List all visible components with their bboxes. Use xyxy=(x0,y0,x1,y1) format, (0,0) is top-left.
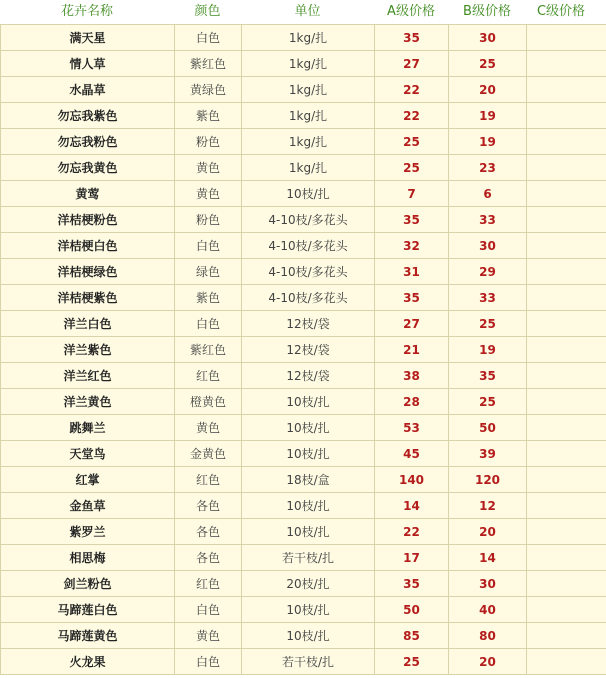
color-cell: 紫红色 xyxy=(175,337,242,363)
table-row xyxy=(1,337,606,363)
flower-name-cell: 金鱼草 xyxy=(1,493,175,519)
b-price-cell: 29 xyxy=(449,259,527,285)
flower-name-cell: 洋桔梗粉色 xyxy=(1,207,175,233)
table-row xyxy=(1,311,606,337)
a-price-cell: 45 xyxy=(375,441,449,467)
color-cell: 各色 xyxy=(175,493,242,519)
table-row xyxy=(1,129,606,155)
c-price-cell xyxy=(527,519,606,545)
unit-cell: 10枝/扎 xyxy=(242,181,375,207)
unit-cell: 10枝/扎 xyxy=(242,623,375,649)
color-cell: 黄色 xyxy=(175,415,242,441)
b-price-cell: 30 xyxy=(449,571,527,597)
c-price-cell xyxy=(527,545,606,571)
c-price-cell xyxy=(527,103,606,129)
table-row xyxy=(1,597,606,623)
b-price-cell: 12 xyxy=(449,493,527,519)
c-price-cell xyxy=(527,467,606,493)
unit-cell: 4-10枝/多花头 xyxy=(242,207,375,233)
color-cell: 白色 xyxy=(175,649,242,675)
color-cell: 黄色 xyxy=(175,181,242,207)
color-cell: 绿色 xyxy=(175,259,242,285)
c-price-cell xyxy=(527,441,606,467)
unit-cell: 12枝/袋 xyxy=(242,363,375,389)
flower-name-cell: 马蹄莲白色 xyxy=(1,597,175,623)
flower-name-cell: 勿忘我黄色 xyxy=(1,155,175,181)
flower-name-cell: 黄莺 xyxy=(1,181,175,207)
flower-name-cell: 相思梅 xyxy=(1,545,175,571)
b-price-cell: 80 xyxy=(449,623,527,649)
header-color: 颜色 xyxy=(194,4,221,19)
b-price-cell: 35 xyxy=(449,363,527,389)
color-cell: 白色 xyxy=(175,311,242,337)
header-c-price: C级价格 xyxy=(536,4,586,19)
header-flower-name: 花卉名称 xyxy=(60,4,113,19)
b-price-cell: 6 xyxy=(449,181,527,207)
c-price-cell xyxy=(527,311,606,337)
unit-cell: 12枝/袋 xyxy=(242,311,375,337)
c-price-cell xyxy=(527,285,606,311)
c-price-cell xyxy=(527,181,606,207)
c-price-cell xyxy=(527,389,606,415)
table-row xyxy=(1,259,606,285)
a-price-cell: 25 xyxy=(375,155,449,181)
c-price-cell xyxy=(527,337,606,363)
unit-cell: 若干枝/扎 xyxy=(242,649,375,675)
color-cell: 紫红色 xyxy=(175,51,242,77)
color-cell: 黄色 xyxy=(175,155,242,181)
c-price-cell xyxy=(527,597,606,623)
color-cell: 金黄色 xyxy=(175,441,242,467)
flower-name-cell: 洋兰红色 xyxy=(1,363,175,389)
a-price-cell: 35 xyxy=(375,25,449,51)
c-price-cell xyxy=(527,363,606,389)
a-price-cell: 140 xyxy=(375,467,449,493)
color-cell: 白色 xyxy=(175,233,242,259)
a-price-cell: 35 xyxy=(375,207,449,233)
unit-cell: 若干枝/扎 xyxy=(242,545,375,571)
color-cell: 橙黄色 xyxy=(175,389,242,415)
c-price-cell xyxy=(527,649,606,675)
table-row xyxy=(1,207,606,233)
c-price-cell xyxy=(527,155,606,181)
unit-cell: 10枝/扎 xyxy=(242,415,375,441)
a-price-cell: 35 xyxy=(375,571,449,597)
color-cell: 黄色 xyxy=(175,623,242,649)
unit-cell: 4-10枝/多花头 xyxy=(242,259,375,285)
a-price-cell: 22 xyxy=(375,519,449,545)
c-price-cell xyxy=(527,571,606,597)
table-row xyxy=(1,623,606,649)
b-price-cell: 30 xyxy=(449,25,527,51)
c-price-cell xyxy=(527,259,606,285)
unit-cell: 18枝/盒 xyxy=(242,467,375,493)
color-cell: 红色 xyxy=(175,363,242,389)
table-row xyxy=(1,181,606,207)
table-row xyxy=(1,467,606,493)
b-price-cell: 120 xyxy=(449,467,527,493)
b-price-cell: 19 xyxy=(449,337,527,363)
a-price-cell: 32 xyxy=(375,233,449,259)
unit-cell: 20枝/扎 xyxy=(242,571,375,597)
table-row xyxy=(1,571,606,597)
a-price-cell: 27 xyxy=(375,51,449,77)
table-row xyxy=(1,519,606,545)
color-cell: 黄绿色 xyxy=(175,77,242,103)
table-row xyxy=(1,25,606,51)
table-row xyxy=(1,389,606,415)
b-price-cell: 14 xyxy=(449,545,527,571)
table-row xyxy=(1,155,606,181)
c-price-cell xyxy=(527,25,606,51)
a-price-cell: 22 xyxy=(375,103,449,129)
unit-cell: 4-10枝/多花头 xyxy=(242,285,375,311)
a-price-cell: 7 xyxy=(375,181,449,207)
table-row xyxy=(1,77,606,103)
flower-name-cell: 洋桔梗白色 xyxy=(1,233,175,259)
b-price-cell: 33 xyxy=(449,207,527,233)
a-price-cell: 50 xyxy=(375,597,449,623)
b-price-cell: 20 xyxy=(449,519,527,545)
unit-cell: 10枝/扎 xyxy=(242,519,375,545)
color-cell: 粉色 xyxy=(175,207,242,233)
table-row xyxy=(1,493,606,519)
c-price-cell xyxy=(527,493,606,519)
color-cell: 紫色 xyxy=(175,103,242,129)
c-price-cell xyxy=(527,207,606,233)
color-cell: 各色 xyxy=(175,545,242,571)
b-price-cell: 25 xyxy=(449,389,527,415)
a-price-cell: 31 xyxy=(375,259,449,285)
flower-name-cell: 马蹄莲黄色 xyxy=(1,623,175,649)
a-price-cell: 85 xyxy=(375,623,449,649)
b-price-cell: 20 xyxy=(449,649,527,675)
unit-cell: 1kg/扎 xyxy=(242,51,375,77)
unit-cell: 1kg/扎 xyxy=(242,77,375,103)
b-price-cell: 25 xyxy=(449,311,527,337)
a-price-cell: 22 xyxy=(375,77,449,103)
color-cell: 红色 xyxy=(175,571,242,597)
color-cell: 白色 xyxy=(175,597,242,623)
flower-name-cell: 洋兰黄色 xyxy=(1,389,175,415)
a-price-cell: 38 xyxy=(375,363,449,389)
a-price-cell: 35 xyxy=(375,285,449,311)
unit-cell: 10枝/扎 xyxy=(242,597,375,623)
b-price-cell: 25 xyxy=(449,51,527,77)
color-cell: 白色 xyxy=(175,25,242,51)
flower-name-cell: 剑兰粉色 xyxy=(1,571,175,597)
header-unit: 单位 xyxy=(294,4,321,19)
a-price-cell: 53 xyxy=(375,415,449,441)
a-price-cell: 25 xyxy=(375,649,449,675)
unit-cell: 1kg/扎 xyxy=(242,155,375,181)
flower-name-cell: 洋兰白色 xyxy=(1,311,175,337)
b-price-cell: 23 xyxy=(449,155,527,181)
b-price-cell: 33 xyxy=(449,285,527,311)
table-row xyxy=(1,545,606,571)
color-cell: 紫色 xyxy=(175,285,242,311)
table-body xyxy=(1,25,606,675)
price-table xyxy=(0,24,606,675)
flower-name-cell: 勿忘我粉色 xyxy=(1,129,175,155)
flower-name-cell: 水晶草 xyxy=(1,77,175,103)
table-row xyxy=(1,233,606,259)
b-price-cell: 30 xyxy=(449,233,527,259)
flower-name-cell: 勿忘我紫色 xyxy=(1,103,175,129)
flower-name-cell: 情人草 xyxy=(1,51,175,77)
b-price-cell: 40 xyxy=(449,597,527,623)
b-price-cell: 19 xyxy=(449,129,527,155)
unit-cell: 10枝/扎 xyxy=(242,493,375,519)
b-price-cell: 19 xyxy=(449,103,527,129)
a-price-cell: 14 xyxy=(375,493,449,519)
table-header-row xyxy=(0,0,606,24)
table-row xyxy=(1,51,606,77)
unit-cell: 1kg/扎 xyxy=(242,25,375,51)
flower-name-cell: 天堂鸟 xyxy=(1,441,175,467)
flower-name-cell: 洋桔梗绿色 xyxy=(1,259,175,285)
flower-name-cell: 满天星 xyxy=(1,25,175,51)
table-row xyxy=(1,103,606,129)
flower-name-cell: 跳舞兰 xyxy=(1,415,175,441)
table-row xyxy=(1,363,606,389)
b-price-cell: 50 xyxy=(449,415,527,441)
color-cell: 粉色 xyxy=(175,129,242,155)
unit-cell: 1kg/扎 xyxy=(242,129,375,155)
a-price-cell: 28 xyxy=(375,389,449,415)
color-cell: 红色 xyxy=(175,467,242,493)
c-price-cell xyxy=(527,51,606,77)
c-price-cell xyxy=(527,129,606,155)
unit-cell: 12枝/袋 xyxy=(242,337,375,363)
a-price-cell: 21 xyxy=(375,337,449,363)
flower-name-cell: 洋兰紫色 xyxy=(1,337,175,363)
table-row xyxy=(1,285,606,311)
flower-name-cell: 紫罗兰 xyxy=(1,519,175,545)
c-price-cell xyxy=(527,77,606,103)
table-row xyxy=(1,441,606,467)
unit-cell: 4-10枝/多花头 xyxy=(242,233,375,259)
unit-cell: 10枝/扎 xyxy=(242,441,375,467)
c-price-cell xyxy=(527,233,606,259)
flower-name-cell: 红掌 xyxy=(1,467,175,493)
a-price-cell: 17 xyxy=(375,545,449,571)
table-row xyxy=(1,415,606,441)
color-cell: 各色 xyxy=(175,519,242,545)
b-price-cell: 20 xyxy=(449,77,527,103)
c-price-cell xyxy=(527,415,606,441)
b-price-cell: 39 xyxy=(449,441,527,467)
unit-cell: 1kg/扎 xyxy=(242,103,375,129)
a-price-cell: 27 xyxy=(375,311,449,337)
header-a-price: A级价格 xyxy=(387,4,435,19)
flower-name-cell: 火龙果 xyxy=(1,649,175,675)
unit-cell: 10枝/扎 xyxy=(242,389,375,415)
c-price-cell xyxy=(527,623,606,649)
header-b-price: B级价格 xyxy=(463,4,511,19)
a-price-cell: 25 xyxy=(375,129,449,155)
table-row xyxy=(1,649,606,675)
flower-name-cell: 洋桔梗紫色 xyxy=(1,285,175,311)
